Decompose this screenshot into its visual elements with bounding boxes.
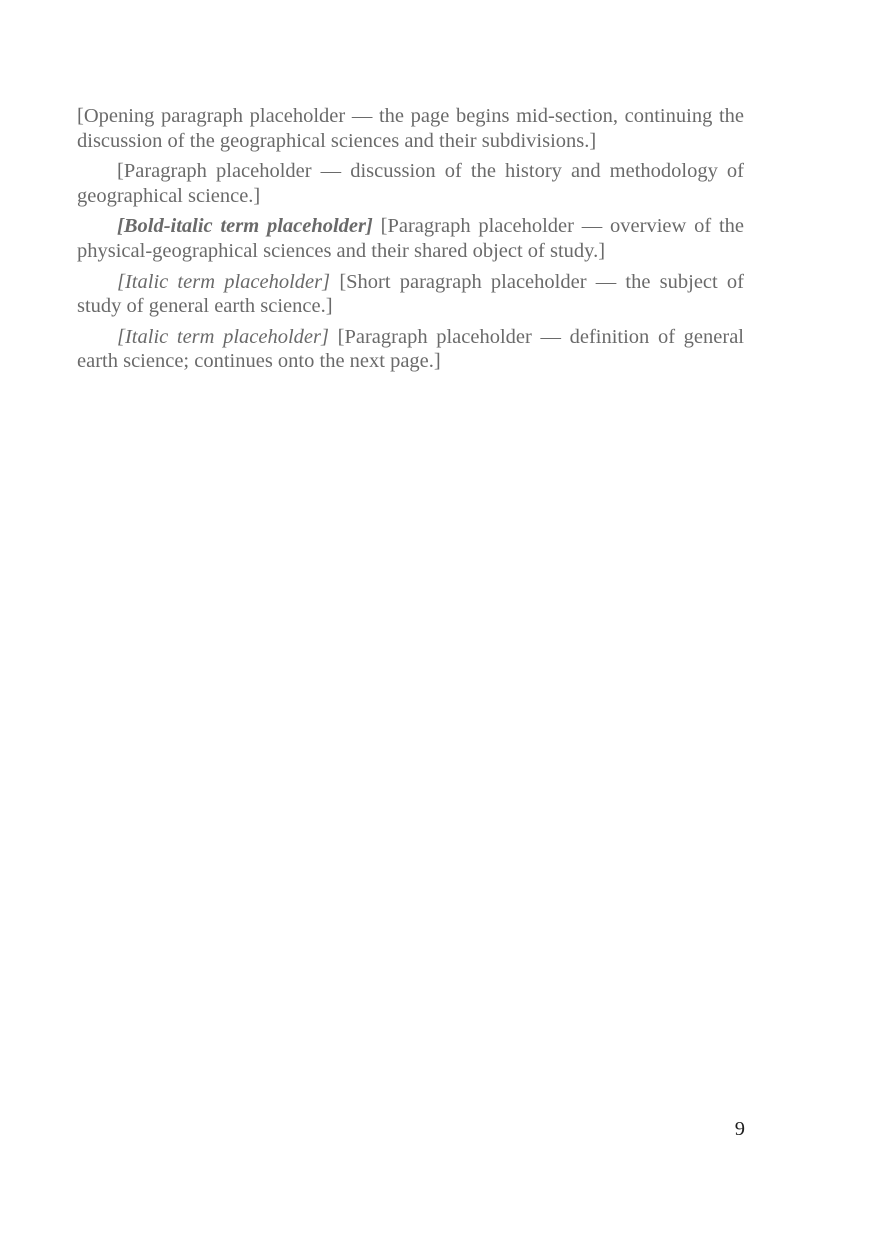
paragraph-2-text: [Paragraph placeholder — discussion of the history and methodology of geographical science.] — [77, 160, 744, 207]
paragraph-1-text: [Opening paragraph placeholder — the page begins mid-section, continuing the discussion of the geographical sciences and their subdivisions.] — [77, 105, 744, 152]
paragraph-2 — [77, 159, 744, 208]
page-number: 9 — [734, 1118, 745, 1140]
paragraph-3-lead-term: [Bold-italic term placeholder] — [117, 215, 373, 238]
paragraph-4-text: [Short paragraph placeholder — the subject of study of general earth science.] — [77, 270, 744, 318]
page-body — [77, 104, 744, 380]
paragraph-3 — [77, 214, 744, 263]
paragraph-1 — [77, 104, 744, 153]
paragraph-3-text: [Paragraph placeholder — overview of the physical-geographical sciences and their shared object of study.] — [77, 215, 745, 262]
paragraph-5-lead-term: [Italic term placeholder] — [117, 325, 329, 348]
paragraph-4-lead-term: [Italic term placeholder] — [117, 270, 331, 293]
paragraph-5-text: [Paragraph placeholder — definition of general earth science; continues onto the next page.] — [77, 325, 744, 373]
paragraph-4 — [77, 270, 744, 319]
paragraph-5 — [77, 325, 744, 374]
